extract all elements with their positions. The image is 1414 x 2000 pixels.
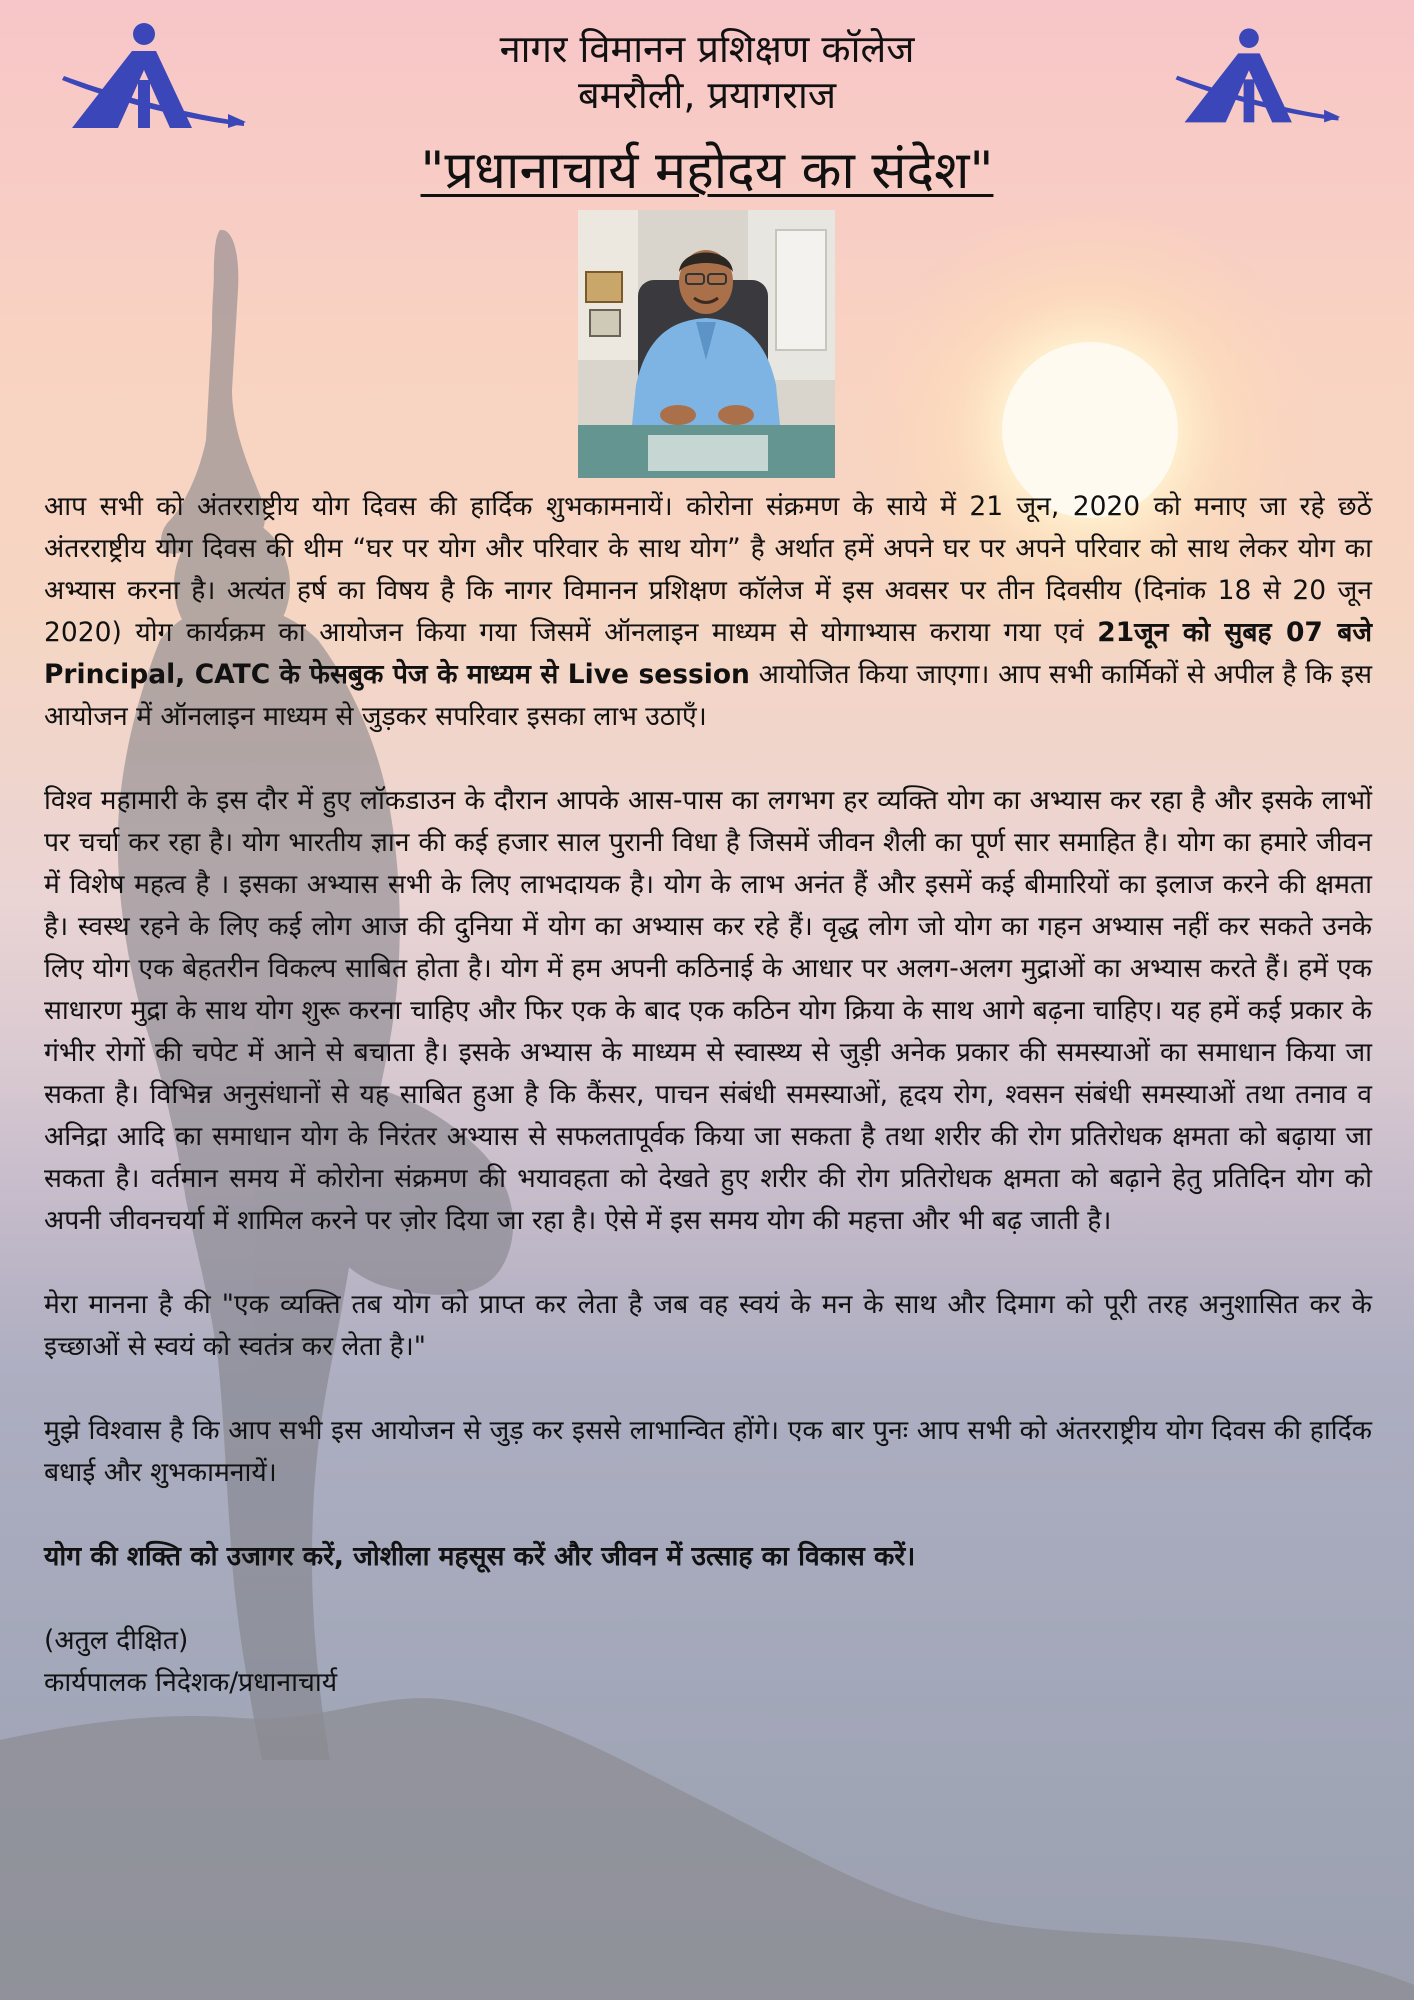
message-title-text: "प्रधानाचार्य महोदय का संदेश" [420,141,994,201]
message-body [44,486,1372,1704]
paragraph-quote: मेरा मानना है की "एक व्यक्ति तब योग को प्राप्त कर लेता है जब वह स्वयं के मन के साथ और दिमाग को पूरी तरह अनुशासित कर के इच्छाओं से स्वयं को स्वतंत्र कर लेता है।" [44,1289,1372,1362]
paragraph-intro [44,486,1372,738]
paragraph-intro-part2: आयोजित किया जाएगा। आप सभी कार्मिकों से अपील है कि इस आयोजन में ऑनलाइन माध्यम से जुड़कर सपरिवार इसका लाभ उठाएँ। [44,659,1372,732]
college-location: बमरौली, प्रयागराज [577,73,837,117]
college-name: नागर विमानन प्रशिक्षण कॉलेज [499,27,915,71]
paragraph-yoga-benefits: विश्व महामारी के इस दौर में हुए लॉकडाउन के दौरान आपके आस-पास का लगभग हर व्यक्ति योग का अभ्यास कर रहा है और इसके लाभों पर चर्चा कर रहा है। योग भारतीय ज्ञान की कई हजार साल पुरानी विधा है जिसमें जीवन शैली का पूर्ण सार समाहित है। योग का हमारे जीवन में विशेष महत्व है । इसका अभ्यास सभी के लिए लाभदायक है। योग के लाभ अनंत हैं और इसमें कई बीमारियों का इलाज करने की क्षमता है। स्वस्थ रहने के लिए कई लोग आज की दुनिया में योग का अभ्यास कर रहे हैं। वृद्ध लोग जो योग का गहन अभ्यास नहीं कर सकते उनके लिए योग एक बेहतरीन विकल्प साबित होता है। योग में हम अपनी कठिनाई के आधार पर अलग-अलग मुद्राओं का अभ्यास करते हैं। हमें एक साधारण मुद्रा के साथ योग शुरू करना चाहिए और फिर एक के बाद एक कठिन योग क्रिया के साथ आगे बढ़ना चाहिए। यह हमें कई प्रकार के गंभीर रोगों की चपेट में आने से बचाता है। इसके अभ्यास के माध्यम से स्वास्थ्य से जुड़ी अनेक प्रकार की समस्याओं का समाधान किया जा सकता है। विभिन्न अनुसंधानों से यह साबित हुआ है कि कैंसर, पाचन संबंधी समस्याओं, हृदय रोग, श्वसन संबंधी समस्याओं तथा तनाव व अनिद्रा आदि का समाधान योग के निरंतर अभ्यास से सफलतापूर्वक किया जा सकता है तथा शरीर की रोग प्रतिरोधक क्षमता को बढ़ाया जा सकता है। वर्तमान समय में कोरोना संक्रमण की भयावहता को देखते हुए शरीर की रोग प्रतिरोधक क्षमता को बढ़ाने हेतु प्रतिदिन योग को अपनी जीवनचर्या में शामिल करने पर ज़ोर दिया जा रहा है। ऐसे में इस समय योग की महत्ता और भी बढ़ जाती है। [44,785,1372,1236]
signatory-name: (अतुल दीक्षित) [44,1625,189,1656]
principal-portrait-icon [578,210,835,478]
live-session-highlight: 21जून को सुबह 07 बजे Principal, CATC के फेसबुक पेज के माध्यम से Live session [44,617,1372,690]
message-title [0,138,1414,204]
paragraph-wishes: मुझे विश्वास है कि आप सभी इस आयोजन से जुड़ कर इससे लाभान्वित होंगे। एक बार पुनः आप सभी को अंतरराष्ट्रीय योग दिवस की हार्दिक बधाई और शुभकामनायें। [44,1415,1372,1488]
slogan: योग की शक्ति को उजागर करें, जोशीला महसूस करें और जीवन में उत्साह का विकास करें। [44,1541,916,1572]
college-header [0,26,1414,118]
signatory-designation: कार्यपालक निदेशक/प्रधानाचार्य [44,1667,338,1698]
paragraph-intro-part1: आप सभी को अंतरराष्ट्रीय योग दिवस की हार्दिक शुभकामनायें। कोरोना संक्रमण के साये में 21 जून, 2020 को मनाए जा रहे छठें अंतरराष्ट्रीय योग दिवस की थीम “घर पर योग और परिवार के साथ योग” है अर्थात हमें अपने घर पर अपने परिवार को साथ लेकर योग का अभ्यास करना है। अत्यंत हर्ष का विषय है कि नागर विमानन प्रशिक्षण कॉलेज में इस अवसर पर तीन दिवसीय (दिनांक 18 से 20 जून 2020) योग कार्यक्रम का आयोजन किया गया जिसमें ऑनलाइन माध्यम से योगाभ्यास कराया गया एवं [44,491,1372,648]
